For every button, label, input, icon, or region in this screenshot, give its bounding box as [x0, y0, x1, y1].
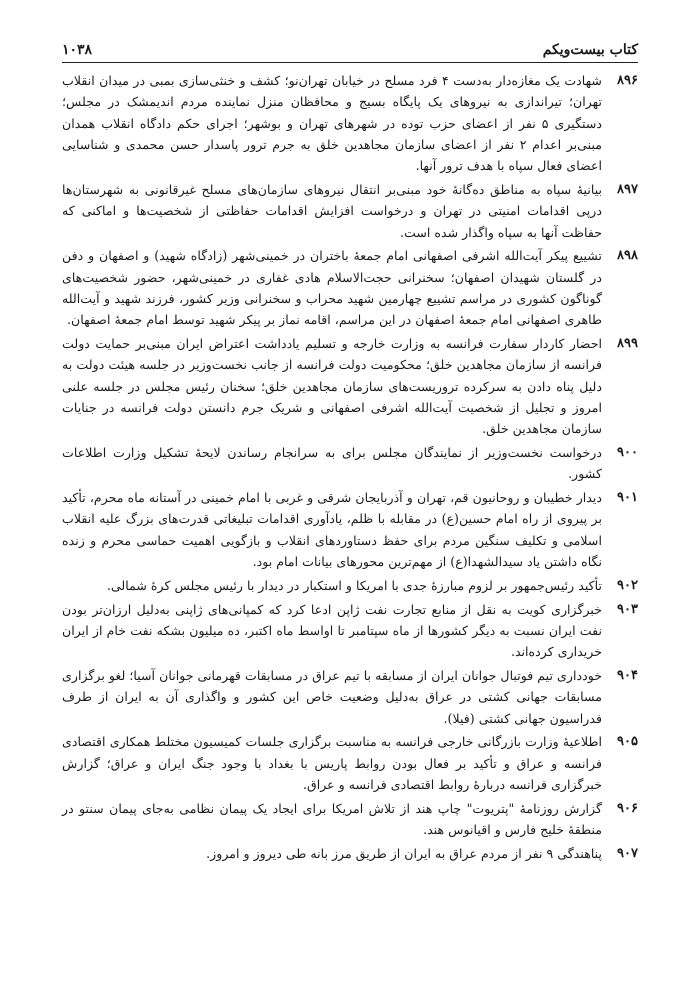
- page-number: ۱۰۳۸: [62, 42, 93, 58]
- entry-901: [62, 487, 638, 572]
- entry-number: ۹۰۰: [617, 445, 638, 461]
- entry-899: [62, 333, 638, 439]
- entry-number: ۹۰۴: [617, 668, 638, 684]
- entry-905: [62, 731, 638, 795]
- entry-text: تأکید رئیس‌جمهور بر لزوم مبارزهٔ جدی با امریکا و استکبار در دیدار با رئیس مجلس کرهٔ شمالی.: [106, 577, 602, 593]
- entry-number: ۸۹۸: [617, 248, 638, 264]
- entry-text: احضار کاردار سفارت فرانسه به وزارت خارجه و تسلیم یادداشت اعتراض ایران مبنی‌بر حمایت دولت فرانسه از سازمان مجاهدین خلق؛ محکومیت دولت فرانسه از جانب نخست‌وزیر در جلسه هیئت دولت به دلیل پناه دادن به سرکرده تروریست‌های سازمان مجاهدین خلق؛ سخنان رئیس مجلس در جلسه علنی امروز و تجلیل از شخصیت آیت‌الله اشرفی اصفهانی و شریک جرم دانستن دولت فرانسه در جنایات سازمان مجاهدین خلق.: [62, 336, 602, 437]
- entry-number: ۸۹۹: [617, 336, 638, 352]
- entry-898: [62, 245, 638, 330]
- book-title: کتاب بیست‌ویکم: [542, 42, 638, 58]
- entry-text: اطلاعیهٔ وزارت بازرگانی خارجی فرانسه به مناسبت برگزاری جلسات کمیسیون مختلط همکاری اقتصادی فرانسه و عراق و تأکید بر فعال بودن روابط پاریس با بغداد با وجود جنگ ایران و عراق؛ گزارش خبرگزاری فرانسه دربارهٔ روابط اقتصادی فرانسه و عراق.: [62, 734, 602, 792]
- entry-text: خبرگزاری کویت به نقل از منابع تجارت نفت ژاپن ادعا کرد که کمپانی‌های ژاپنی به‌دلیل ارزان‌تر بودن نفت ایران نسبت به دیگر کشورها از ماه سپتامبر تا اواسط ماه اکتبر، ده میلیون بشکه نفت خام از ایران خریداری کرده‌اند.: [62, 601, 602, 660]
- entry-903: [62, 599, 638, 663]
- entry-904: [62, 665, 638, 729]
- entry-number: ۹۰۱: [617, 490, 638, 506]
- entry-number: ۹۰۷: [617, 845, 638, 861]
- entry-number: ۹۰۲: [617, 577, 638, 593]
- entry-896: [62, 70, 638, 176]
- entry-number: ۹۰۶: [617, 800, 638, 816]
- entry-text: دیدار خطیبان و روحانیون قم، تهران و آذربایجان شرقی و غربی با امام خمینی در آستانه ماه محرم، تأکید بر پیروی از راه امام حسین(ع) در مقابله با ظلم، یادآوری اقدامات تبلیغاتی قدرت‌های بزرگ علیه انقلاب اسلامی و تکلیف سنگین مردم برای حفظ دستاوردهای انقلاب و بازگویی اهمیت حماسی محرم و زنده نگاه داشتن یاد سیدالشهدا(ع) از مهم‌ترین محورهای بیانات امام بود.: [62, 490, 602, 570]
- entry-900: [62, 442, 638, 485]
- entry-number: ۹۰۳: [617, 601, 638, 617]
- entry-text: بیانیهٔ سپاه به مناطق ده‌گانهٔ خود مبنی‌بر انتقال نیروهای سازمان‌های مسلح غیرقانونی به شهرستان‌ها درپی اقدامات امنیتی در تهران و درخواست افزایش اقدامات حفاظتی از شخصیت‌ها و اماکنی که حفاظت آنها به سپاه واگذار شده است.: [62, 181, 602, 240]
- entry-text: پناهندگی ۹ نفر از مردم عراق به ایران از طریق مرز بانه طی دیروز و امروز.: [206, 845, 602, 861]
- entry-907: [62, 843, 638, 864]
- entry-906: [62, 798, 638, 841]
- chronology-entries: [62, 70, 638, 867]
- entry-text: تشییع پیکر آیت‌الله اشرفی اصفهانی امام جمعهٔ باختران در خمینی‌شهر (زادگاه شهید) و اصفهان و دفن در گلستان شهیدان اصفهان؛ سخنرانی حجت‌الاسلام هادی غفاری در خمینی‌شهر، حضور شخصیت‌های گوناگون کشوری در مراسم تشییع چهارمین شهید محراب و سخنرانی وزیر کشور، فرزند شهید و آیت‌الله طاهری اصفهانی امام جمعهٔ اصفهان در این مراسم، اقامه نماز بر پیکر شهید توسط امام جمعهٔ اصفهان.: [62, 248, 602, 328]
- entry-number: ۸۹۷: [617, 181, 638, 197]
- entry-text: شهادت یک مغازه‌دار به‌دست ۴ فرد مسلح در خیابان تهران‌نو؛ کشف و خنثی‌سازی بمبی در میدان انقلاب تهران؛ تیراندازی به نیروهای یک پایگاه بسیج و محافظان منزل نماینده مردم اندیمشک در مجلس؛ دستگیری ۵ نفر از اعضای حزب توده در شهرهای تهران و بوشهر؛ اجرای حکم دادگاه انقلاب همدان مبنی‌بر اعدام ۲ نفر از اعضای سازمان مجاهدین خلق به جرم ترور پاسدار حسن محمدی و شناسایی اعضای فعال سپاه با هدف ترور آنها.: [62, 73, 603, 174]
- entry-number: ۹۰۵: [617, 734, 638, 750]
- entry-902: [62, 575, 638, 596]
- entry-text: گزارش روزنامهٔ "پتریوت" چاپ هند از تلاش امریکا برای ایجاد یک پیمان نظامی به‌جای پیمان سنتو در منطقهٔ خلیج فارس و اقیانوس هند.: [62, 800, 602, 838]
- entry-897: [62, 179, 638, 243]
- entry-number: ۸۹۶: [617, 73, 638, 88]
- page-header: [62, 36, 638, 63]
- entry-text: درخواست نخست‌وزیر از نمایندگان مجلس برای به سرانجام رساندن لایحهٔ تشکیل وزارت اطلاعات کشور.: [62, 445, 602, 482]
- entry-text: خودداری تیم فوتبال جوانان ایران از مسابقه با تیم عراق در مسابقات قهرمانی جوانان آسیا؛ لغو برگزاری مسابقات جهانی کشتی در عراق به‌دلیل وضعیت خاص این کشور و واگذاری آن به ایران از طرف فدراسیون جهانی کشتی (فیلا).: [62, 668, 602, 726]
